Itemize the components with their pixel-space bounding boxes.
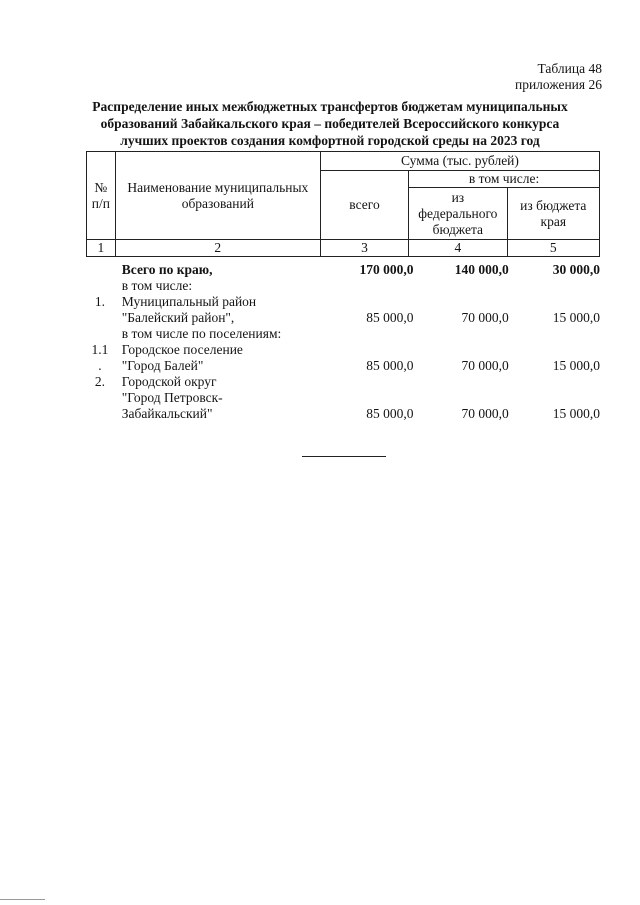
table-row [86, 326, 600, 342]
row-name: Городской округ [121, 374, 217, 389]
table-row [86, 374, 600, 390]
row-federal: 140 000,0 [454, 262, 509, 277]
header-name: Наименование муниципальных образований [115, 152, 320, 240]
row-total: 170 000,0 [359, 262, 414, 277]
column-number: 4 [409, 240, 507, 257]
row-name: в том числе: [121, 278, 193, 293]
row-name: Всего по краю, [121, 262, 213, 277]
table-row [86, 310, 600, 326]
row-name: Забайкальский" [121, 406, 213, 421]
row-federal: 70 000,0 [461, 406, 509, 421]
column-number: 3 [320, 240, 408, 257]
row-num: 1.1 [91, 342, 109, 357]
title-line-3: лучших проектов создания комфортной городской среды на 2023 год [120, 133, 540, 148]
row-regional: 15 000,0 [552, 406, 601, 421]
budget-table-header [86, 151, 600, 257]
title-line-2: образований Забайкальского края – победителей Всероссийского конкурса [100, 116, 560, 131]
header-total: всего [320, 171, 408, 240]
title-line-1: Распределение иных межбюджетных трансфертов бюджетам муниципальных [92, 99, 568, 114]
document-title [70, 98, 590, 149]
header-num: № п/п [87, 152, 116, 240]
row-num: 2. [94, 374, 105, 389]
header-federal: из федерального бюджета [409, 188, 507, 240]
row-name: в том числе по поселениям: [121, 326, 282, 341]
column-number: 1 [87, 240, 116, 257]
header-sum: Сумма (тыс. рублей) [320, 152, 599, 171]
row-federal: 70 000,0 [461, 358, 509, 373]
row-regional: 15 000,0 [552, 358, 601, 373]
row-regional: 15 000,0 [552, 310, 601, 325]
appendix-number: приложения 26 [514, 77, 602, 92]
row-name: "Балейский район", [121, 310, 235, 325]
column-number: 2 [115, 240, 320, 257]
table-row [86, 358, 600, 374]
appendix-reference [515, 61, 602, 93]
row-num: 1. [94, 294, 105, 309]
row-regional: 30 000,0 [552, 262, 601, 277]
row-name: Городское поселение [121, 342, 243, 357]
row-total: 85 000,0 [366, 406, 414, 421]
column-number: 5 [507, 240, 599, 257]
row-name: Муниципальный район [121, 294, 257, 309]
budget-table-body [86, 262, 600, 422]
table-row [86, 262, 600, 278]
end-divider [302, 456, 386, 457]
row-total: 85 000,0 [366, 358, 414, 373]
table-number: Таблица 48 [537, 61, 602, 76]
table-row [86, 294, 600, 310]
header-including: в том числе: [409, 171, 600, 188]
corner-mark [0, 899, 45, 900]
table-row [86, 342, 600, 358]
row-num: . [98, 358, 102, 373]
row-name: "Город Петровск- [121, 390, 223, 405]
table-row [86, 278, 600, 294]
column-number-row [87, 240, 600, 257]
row-total: 85 000,0 [366, 310, 414, 325]
row-name: "Город Балей" [121, 358, 204, 373]
table-row [86, 406, 600, 422]
row-federal: 70 000,0 [461, 310, 509, 325]
header-regional: из бюджета края [507, 188, 599, 240]
table-row [86, 390, 600, 406]
